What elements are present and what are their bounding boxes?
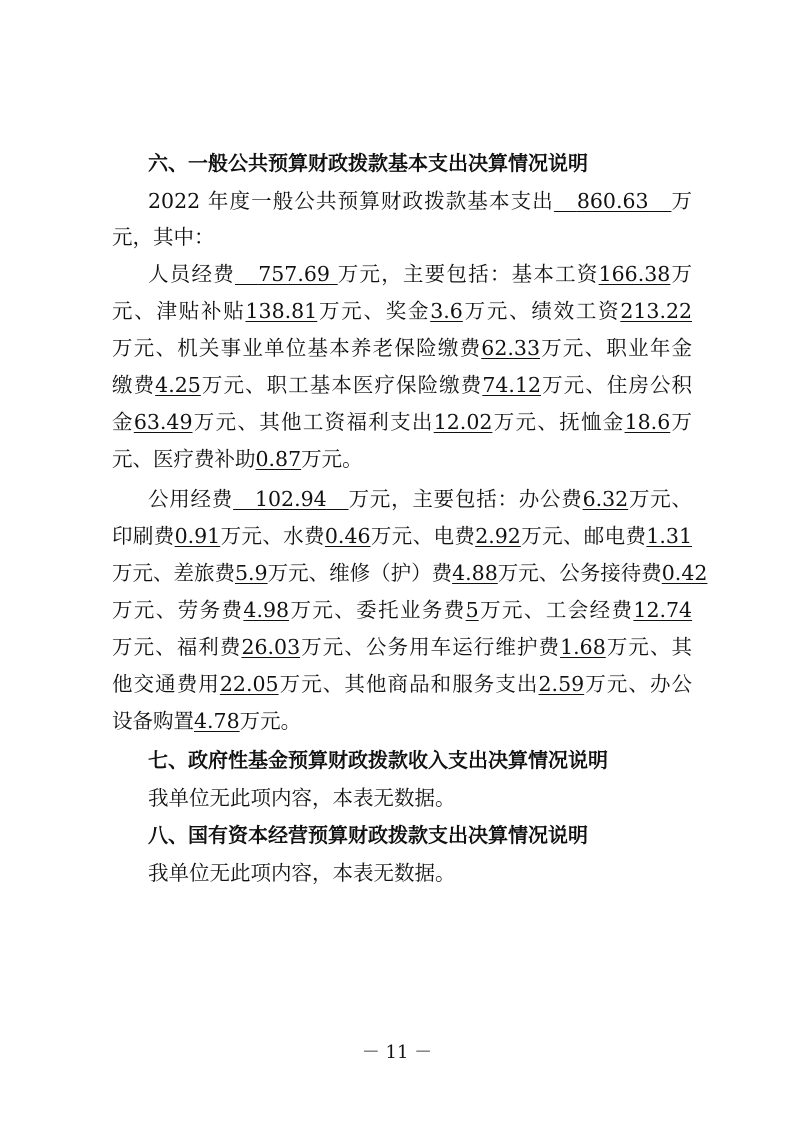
text-fragment: 万元 (301, 447, 343, 471)
item-value: 22.05 (219, 672, 279, 696)
separator: 、 (585, 373, 607, 397)
text-fragment: 。 (342, 447, 363, 471)
text-fragment: 万元 (370, 524, 413, 548)
item-value: 0.42 (661, 561, 708, 585)
item-name: 其 (671, 635, 693, 659)
text-fragment: 万元 (317, 299, 364, 323)
section-seven-heading: 七、政府性基金预算财政拨款收入支出决算情况说明 (148, 748, 608, 772)
separator: 、 (153, 561, 174, 585)
page-number: － 11 － (361, 1042, 433, 1063)
public-line2 (112, 519, 692, 553)
public-line5 (112, 630, 692, 664)
public-total-value: 102.94 (254, 487, 327, 511)
item-value: 18.6 (624, 410, 671, 434)
personnel-line1 (148, 257, 692, 291)
text-fragment: 万元 (220, 524, 263, 548)
item-value: 0.91 (174, 524, 221, 548)
item-name: 委托业务费 (356, 598, 466, 622)
text-fragment: 万元 (478, 598, 524, 622)
item-value: 6.32 (582, 487, 629, 511)
item-value: 166.38 (598, 262, 671, 286)
section-eight-heading: 八、国有资本经营预算财政拨款支出决算情况说明 (148, 823, 588, 847)
item-value: 138.81 (245, 299, 318, 323)
public-label: 公用经费 (148, 487, 234, 511)
item-name: 缴费 (112, 373, 156, 397)
item-name: 公务接待费 (559, 561, 662, 585)
separator: 、 (562, 524, 584, 548)
separator: 、 (584, 336, 607, 360)
separator: 、 (322, 672, 345, 696)
separator: 、 (538, 561, 560, 585)
text-fragment: 万元 (200, 373, 246, 397)
item-value: 4.25 (155, 373, 201, 397)
item-name: 福利费 (176, 635, 242, 659)
text-fragment: 万 (671, 189, 692, 213)
text-fragment: 万元，主要包括： (337, 262, 512, 286)
personnel-line2 (112, 294, 692, 328)
separator: 、 (237, 410, 260, 434)
text-fragment: 2022 年度一般公共预算财政拨款基本支出 (148, 189, 554, 213)
item-name: 差旅费 (173, 561, 235, 585)
item-name: 印刷费 (112, 524, 175, 548)
section-eight-text: 我单位无此项内容，本表无数据。 (148, 861, 456, 885)
item-value: 62.33 (481, 336, 540, 360)
item-name: 劳务费 (177, 598, 244, 622)
item-name: 水费 (283, 524, 325, 548)
personnel-line5 (112, 405, 692, 439)
text-fragment: 万元 (541, 373, 586, 397)
section-six-heading: 六、一般公共预算财政拨款基本支出决算情况说明 (148, 151, 588, 175)
item-name: 基本工资 (511, 262, 599, 286)
text-fragment: 万元 (462, 299, 510, 323)
item-value: 0.87 (255, 447, 302, 471)
item-value: 0.46 (324, 524, 371, 548)
item-value: 63.49 (133, 410, 193, 434)
separator: 、 (262, 524, 284, 548)
separator: 、 (412, 524, 434, 548)
text-fragment: 万元 (628, 487, 672, 511)
item-name: 津贴补贴 (156, 299, 246, 323)
item-name: 医疗费补助 (153, 447, 256, 471)
item-name: 奖金 (385, 299, 431, 323)
item-value: 1.31 (646, 524, 693, 548)
public-line4 (112, 593, 692, 627)
personnel-label: 人员经费 (148, 262, 235, 286)
separator: 、 (509, 299, 532, 323)
separator: 、 (628, 672, 650, 696)
item-name: 其他工资福利支出 (259, 410, 434, 434)
text-fragment: 万元 (112, 336, 156, 360)
text-fragment: 万元 (112, 635, 156, 659)
item-name: 金 (112, 410, 134, 434)
separator: 、 (523, 598, 546, 622)
separator: 、 (344, 635, 366, 659)
text-fragment: 万元 (112, 561, 153, 585)
item-name: 设备购置 (112, 709, 194, 733)
item-name: 办公费 (518, 487, 583, 511)
item-name: 工会经费 (545, 598, 634, 622)
item-name: 电费 (433, 524, 476, 548)
text-fragment: 万元 (267, 561, 309, 585)
separator: 、 (537, 410, 560, 434)
separator: 、 (245, 373, 267, 397)
paragraph-total-line1 (148, 184, 692, 218)
item-value: 4.98 (243, 598, 290, 622)
item-name: 维修（护）费 (329, 561, 453, 585)
item-value: 26.03 (241, 635, 301, 659)
text-fragment: 万 (670, 262, 693, 286)
item-name: 抚恤金 (559, 410, 625, 434)
item-value: 4.78 (194, 709, 240, 733)
section-seven-text: 我单位无此项内容，本表无数据。 (148, 786, 456, 810)
separator: 、 (308, 561, 330, 585)
item-value: 2.92 (475, 524, 521, 548)
separator: 、 (649, 635, 672, 659)
item-value: 5 (465, 598, 479, 622)
item-value: 213.22 (620, 299, 693, 323)
item-name: 机关事业单位基本养老保险缴费 (177, 336, 482, 360)
text-fragment: 万元 (192, 410, 238, 434)
separator: 、 (363, 299, 386, 323)
public-line7 (112, 704, 692, 738)
text-fragment: 万元，主要包括： (348, 487, 519, 511)
personnel-line4 (112, 368, 692, 402)
item-name: 职工基本医疗保险缴费 (266, 373, 483, 397)
item-name: 绩效工资 (531, 299, 621, 323)
item-name: 他交通费用 (112, 672, 220, 696)
text-fragment: 万元 (300, 635, 345, 659)
item-value: 5.9 (235, 561, 268, 585)
text-fragment: 。 (280, 709, 302, 733)
separator: 、 (155, 635, 177, 659)
item-name: 邮电费 (583, 524, 647, 548)
text-fragment: 万元 (520, 524, 563, 548)
item-value: 74.12 (482, 373, 542, 397)
text-fragment: 万元 (605, 635, 650, 659)
separator: 、 (671, 487, 693, 511)
separator: 、 (155, 336, 178, 360)
public-line3 (112, 556, 708, 590)
text-fragment: 万元 (289, 598, 335, 622)
text-fragment: 万元 (112, 598, 156, 622)
personnel-line6 (112, 442, 692, 476)
item-value: 4.88 (452, 561, 498, 585)
item-name: 办公 (649, 672, 693, 696)
item-value: 12.02 (433, 410, 493, 434)
personnel-line3 (112, 331, 692, 365)
item-name: 住房公积 (606, 373, 693, 397)
separator: 、 (334, 598, 357, 622)
text-fragment: 万 (670, 410, 693, 434)
public-line1 (148, 482, 692, 516)
text-fragment: 万元 (584, 672, 629, 696)
separator: 、 (134, 299, 157, 323)
text-fragment: 万元 (278, 672, 323, 696)
text-fragment: 万元 (497, 561, 539, 585)
item-name: 公务用车运行维护费 (365, 635, 561, 659)
item-name: 职业年金 (606, 336, 693, 360)
item-value: 12.74 (633, 598, 693, 622)
separator: 、 (155, 598, 178, 622)
text-fragment: 万元 (239, 709, 281, 733)
personnel-total-value: 757.69 (258, 262, 330, 286)
public-line6 (112, 667, 692, 701)
text-fragment: 元 (112, 447, 133, 471)
item-name: 其他商品和服务支出 (344, 672, 539, 696)
text-fragment: 万元 (539, 336, 585, 360)
text-fragment: 万元 (492, 410, 538, 434)
personnel-total (235, 262, 338, 286)
item-value: 2.59 (538, 672, 585, 696)
text-fragment: 元 (112, 299, 135, 323)
public-total (233, 487, 348, 511)
separator: 、 (132, 447, 153, 471)
item-value: 1.68 (560, 635, 606, 659)
basic-expense-total-value: 860.63 (576, 189, 649, 213)
paragraph-total-line2: 元，其中： (112, 225, 215, 249)
basic-expense-total (554, 189, 672, 213)
item-value: 3.6 (430, 299, 463, 323)
